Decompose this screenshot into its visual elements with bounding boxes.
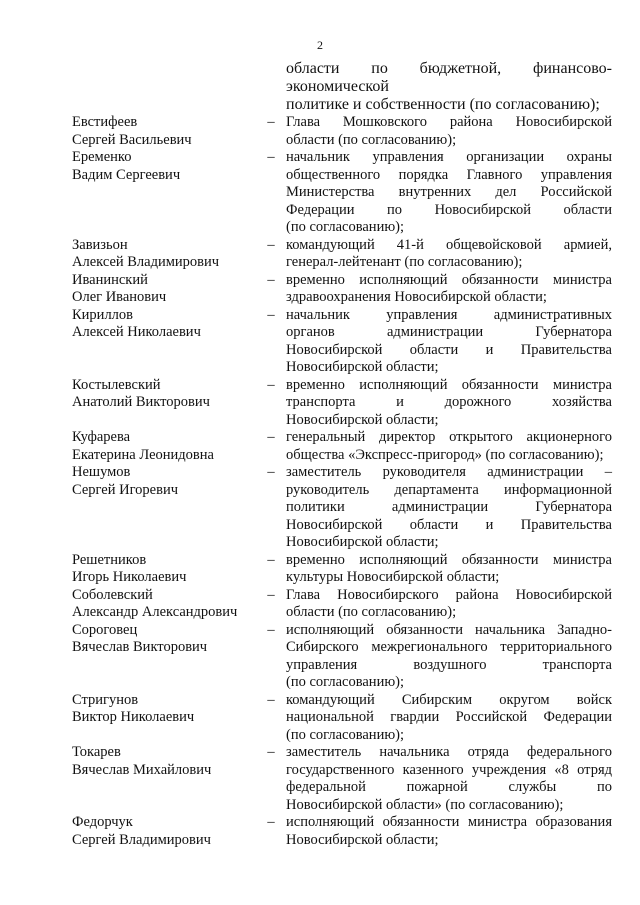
member-row — [72, 464, 612, 552]
member-name — [72, 744, 256, 814]
member-row — [72, 552, 612, 587]
dash-separator: – — [267, 149, 275, 165]
member-surname: Костылевский — [72, 376, 161, 393]
member-surname: Нешумов — [72, 464, 131, 480]
text-line: начальник управления административных — [286, 306, 612, 323]
member-position — [286, 692, 612, 745]
text-line: (по согласованию); — [286, 726, 405, 743]
text-line: временно исполняющий обязанности министра — [286, 376, 612, 393]
member-surname: Токарев — [72, 744, 121, 760]
dash-separator: – — [267, 551, 275, 568]
member-surname: Евстифеев — [72, 114, 138, 130]
text-line: транспорта и дорожного хозяйства — [286, 394, 612, 410]
member-row — [72, 149, 612, 237]
member-surname: Стригунов — [72, 691, 139, 708]
member-name — [72, 587, 256, 622]
member-name — [72, 814, 256, 849]
member-row — [72, 622, 612, 692]
text-line: Глава Мошковского района Новосибирской — [286, 114, 612, 130]
member-name — [72, 622, 256, 692]
member-name — [72, 272, 256, 307]
member-given-names: Алексей Николаевич — [72, 324, 201, 340]
text-line: области по бюджетной, финансово-экономической — [286, 60, 612, 95]
member-position — [286, 114, 612, 149]
text-line: области (по согласованию); — [286, 604, 457, 620]
member-name — [72, 114, 256, 149]
member-position — [286, 814, 612, 849]
text-line: Новосибирской области и Правительства — [286, 516, 612, 533]
member-position — [286, 237, 612, 272]
text-line: временно исполняющий обязанности министра — [286, 551, 612, 568]
text-line: Федерации по Новосибирской области — [286, 201, 612, 218]
text-line: исполняющий обязанности начальника Западно- — [286, 621, 612, 638]
text-line: федеральной пожарной службы по — [286, 779, 612, 795]
member-name — [72, 552, 256, 587]
member-given-names: Алексей Владимирович — [72, 254, 220, 270]
member-position — [286, 429, 612, 464]
member-given-names: Сергей Игоревич — [72, 481, 179, 498]
member-surname: Соболевский — [72, 586, 153, 603]
text-line: общества «Экспресс-пригород» (по согласованию); — [286, 446, 604, 463]
member-surname: Завизьон — [72, 236, 128, 253]
member-given-names: Анатолий Викторович — [72, 394, 210, 410]
text-line: Сибирского межрегионального территориального — [286, 639, 612, 655]
text-line: здравоохранения Новосибирской области; — [286, 289, 547, 305]
text-line: временно исполняющий обязанности министра — [286, 271, 612, 288]
text-line: национальной гвардии Российской Федерации — [286, 709, 612, 725]
text-line: Новосибирской области; — [286, 831, 439, 848]
text-line: органов администрации Губернатора — [286, 324, 612, 340]
text-line: генеральный директор открытого акционерного — [286, 429, 612, 445]
member-given-names: Олег Иванович — [72, 289, 167, 305]
member-position — [286, 464, 612, 552]
text-line: Новосибирской области; — [286, 534, 439, 550]
member-surname: Сороговец — [72, 621, 138, 638]
page-number: 2 — [317, 38, 323, 52]
text-line: Новосибирской области» (по согласованию); — [286, 796, 564, 813]
member-given-names: Вячеслав Михайлович — [72, 761, 212, 778]
member-position — [286, 149, 612, 237]
member-surname: Еременко — [72, 149, 132, 165]
dash-separator: – — [267, 236, 275, 253]
member-surname: Кириллов — [72, 306, 134, 323]
member-row — [72, 814, 612, 849]
text-line: политики администрации Губернатора — [286, 499, 612, 515]
dash-separator: – — [267, 306, 275, 323]
member-given-names: Вячеслав Викторович — [72, 639, 208, 655]
member-position — [286, 307, 612, 377]
member-surname: Решетников — [72, 551, 147, 568]
member-position — [286, 552, 612, 587]
dash-separator: – — [267, 621, 275, 638]
member-name — [72, 149, 256, 237]
text-line: заместитель руководителя администрации – — [286, 464, 612, 480]
member-row — [72, 114, 612, 149]
text-line: исполняющий обязанности министра образования — [286, 814, 612, 830]
member-surname: Иванинский — [72, 271, 148, 288]
member-name — [72, 464, 256, 552]
text-line: Новосибирской области; — [286, 411, 439, 428]
text-line: культуры Новосибирской области; — [286, 569, 500, 585]
member-given-names: Виктор Николаевич — [72, 709, 195, 725]
text-line: (по согласованию); — [286, 219, 405, 235]
member-row — [72, 307, 612, 377]
member-name — [72, 307, 256, 377]
dash-separator: – — [267, 464, 275, 480]
text-line: генерал-лейтенант (по согласованию); — [286, 254, 523, 270]
member-row — [72, 744, 612, 814]
member-given-names: Игорь Николаевич — [72, 569, 187, 585]
text-line: Министерства внутренних дел Российской — [286, 184, 612, 200]
text-line: начальник управления организации охраны — [286, 149, 612, 165]
member-row — [72, 377, 612, 430]
dash-separator: – — [267, 376, 275, 393]
member-surname: Федорчук — [72, 814, 133, 830]
member-given-names: Вадим Сергеевич — [72, 166, 181, 183]
member-list — [72, 60, 612, 849]
text-line: руководитель департамента информационной — [286, 481, 612, 498]
dash-separator: – — [267, 429, 275, 445]
member-position — [286, 272, 612, 307]
member-name — [72, 237, 256, 272]
member-name — [72, 377, 256, 430]
text-line: (по согласованию); — [286, 674, 405, 690]
member-name — [72, 429, 256, 464]
dash-separator: – — [267, 586, 275, 603]
member-given-names: Александр Александрович — [72, 604, 238, 620]
text-line: командующий 41-й общевойсковой армией, — [286, 236, 612, 253]
member-given-names: Сергей Владимирович — [72, 831, 211, 848]
text-line: управления воздушного транспорта — [286, 656, 612, 673]
text-line: политике и собственности (по согласованию); — [286, 96, 600, 113]
continuation-text — [286, 60, 612, 114]
member-row — [72, 429, 612, 464]
text-line: Глава Новосибирского района Новосибирской — [286, 586, 612, 603]
member-position — [286, 587, 612, 622]
member-position — [286, 744, 612, 814]
text-line: государственного казенного учреждения «8 отряд — [286, 761, 612, 778]
member-given-names: Екатерина Леонидовна — [72, 446, 214, 463]
member-row — [72, 237, 612, 272]
dash-separator: – — [267, 271, 275, 288]
dash-separator: – — [267, 814, 275, 830]
member-row — [72, 692, 612, 745]
member-row — [72, 272, 612, 307]
dash-separator: – — [267, 691, 275, 708]
dash-separator: – — [267, 114, 275, 130]
dash-separator: – — [267, 744, 275, 760]
text-line: командующий Сибирским округом войск — [286, 691, 612, 708]
text-line: области (по согласованию); — [286, 131, 457, 148]
text-line: Новосибирской области; — [286, 359, 439, 375]
text-line: заместитель начальника отряда федерального — [286, 744, 612, 760]
member-position — [286, 622, 612, 692]
member-position — [286, 377, 612, 430]
member-row — [72, 587, 612, 622]
member-name — [72, 692, 256, 745]
text-line: Новосибирской области и Правительства — [286, 341, 612, 358]
member-given-names: Сергей Васильевич — [72, 131, 192, 148]
text-line: общественного порядка Главного управления — [286, 166, 612, 183]
member-surname: Куфарева — [72, 429, 131, 445]
